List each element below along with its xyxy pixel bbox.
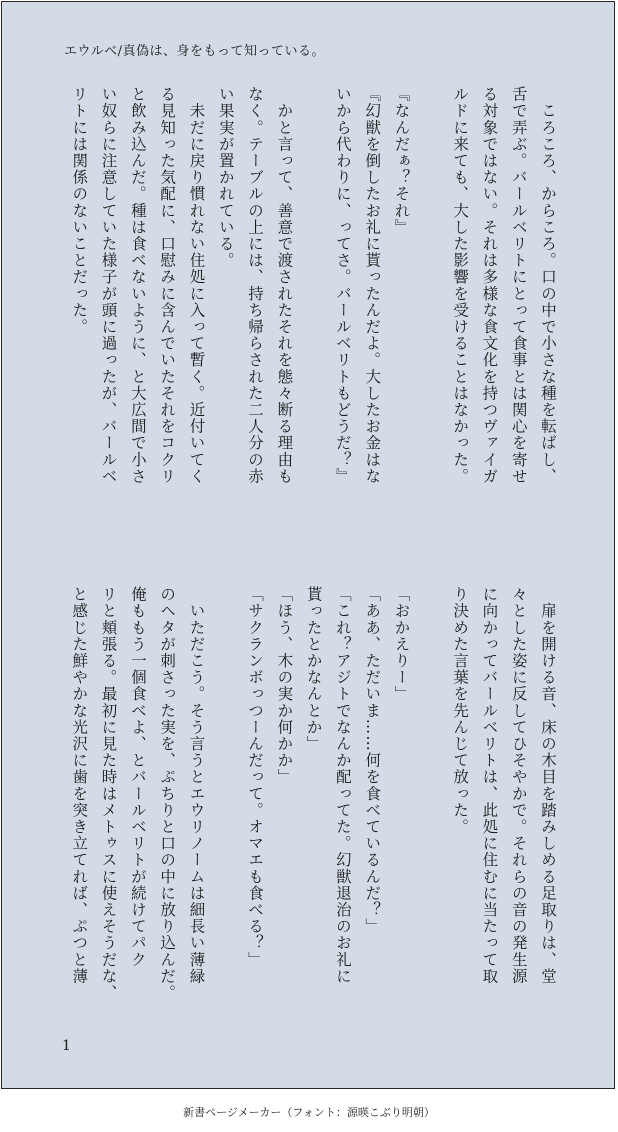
text-line: 扉を開ける音、床の木目を踏みしめる足取りは、堂 <box>539 586 557 985</box>
text-line: る見知った気配に、口慰みに含んでいたそれをコクリ <box>158 86 177 485</box>
text-line: のヘタが刺さった実を、ぷちりと口の中に放り込んだ。 <box>158 586 177 1001</box>
text-line: と感じた鮮やかな光沢に歯を突き立てれば、ぷつと薄 <box>70 586 89 985</box>
text-line: リトには関係のないことだった。 <box>70 86 89 335</box>
text-line <box>298 86 327 532</box>
text-line: いから代わりに、ってさ。バールベリトもどうだ？』 <box>333 86 352 485</box>
text-line: 未だに戻り慣れない住処に入って暫く。近付いてく <box>187 86 206 485</box>
text-line: ルドに来ても、大した影響を受けることはなかった。 <box>451 86 470 485</box>
text-line: 「ああ、ただいま……何を食べているんだ？」 <box>363 586 382 935</box>
text-line: い奴らに注意していた様子が頭に過ったが、バールベ <box>99 86 118 485</box>
text-line: と飲み込んだ。種は食べないように、と大広間で小さ <box>128 86 147 485</box>
text-line: リと頬張る。最初に見た時はメトゥスに使えそうだな、 <box>99 586 118 1001</box>
text-block-top <box>52 86 562 532</box>
text-line: 々とした姿に反してひそやかで。それらの音の発生源 <box>509 586 528 985</box>
page-header-title: エウルベ/真偽は、身をもって知っている。 <box>64 44 325 59</box>
text-line: り決めた言葉を先んじて放った。 <box>451 586 470 835</box>
text-line: 『幻獣を倒したお礼に貰ったんだよ。大したお金はな <box>363 86 382 485</box>
text-line: 「ほう、木の実か何かか」 <box>275 586 294 786</box>
footer-credit: 新書ページメーカー（フォント：源暎こぶり明朝） <box>183 1106 435 1119</box>
text-line: 「これ？アジトでなんか配ってた。幻獣退治のお礼に <box>333 586 352 985</box>
novel-page <box>1 1 615 1089</box>
text-line <box>210 586 239 1026</box>
text-line: 「サクランボっつーんだって。オマエも食べる？」 <box>246 586 265 968</box>
text-line <box>416 586 445 1026</box>
text-line: ころころ、からころ。口の中で小さな種を転ばし、 <box>539 86 557 485</box>
text-line: いただこう。そう言うとエウリノームは細長い薄緑 <box>187 586 206 985</box>
text-line: 『なんだぁ？それ』 <box>392 86 411 236</box>
text-line: なく。テーブルの上には、持ち帰らされた二人分の赤 <box>246 86 265 485</box>
text-line: 俺ももう一個食べよ、とバールベリトが続けてパク <box>128 586 147 968</box>
text-line: かと言って、善意で渡されたそれを態々断る理由も <box>275 86 294 485</box>
page-number: 1 <box>62 1038 71 1054</box>
text-line: い果実が置かれている。 <box>216 86 235 269</box>
text-line: 舌で弄ぶ。バールベリトにとって食事とは関心を寄せ <box>509 86 528 485</box>
text-line: る対象ではない。それは多様な食文化を持つヴァイガ <box>480 86 499 485</box>
text-block-bottom <box>52 586 562 1026</box>
text-line: 貰ったとかなんとか」 <box>304 586 323 752</box>
text-line <box>416 86 445 532</box>
text-line: に向かってバールベリトは、此処に住むに当たって取 <box>480 586 499 985</box>
text-line: 「おかえりー」 <box>392 586 411 703</box>
